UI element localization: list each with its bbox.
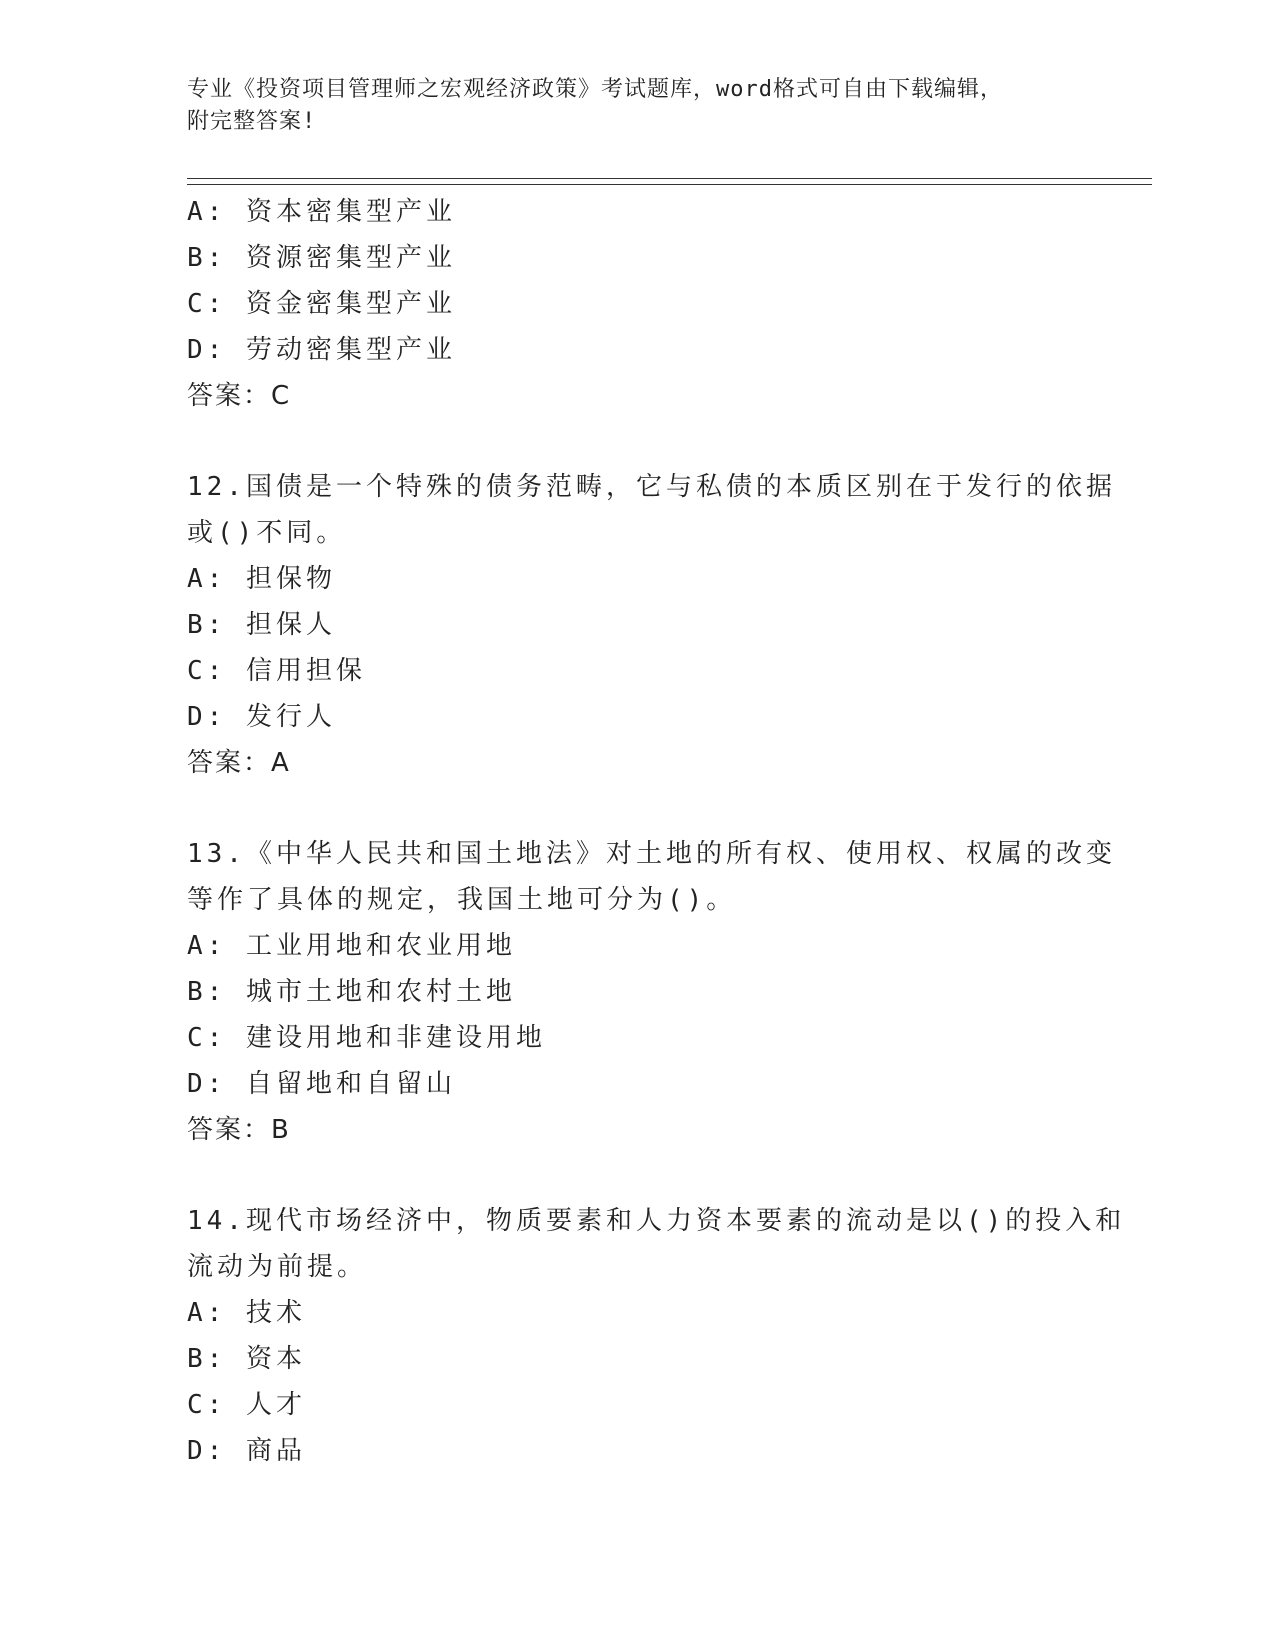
header-rule-top (187, 178, 1152, 179)
answer-label: 答案：B (187, 1115, 291, 1145)
answer-label: 答案：C (187, 381, 292, 411)
option-a: A: 担保物 (187, 564, 336, 594)
option-d: D: 劳动密集型产业 (187, 335, 456, 365)
header-rule-bottom (187, 184, 1152, 185)
option-d: D: 自留地和自留山 (187, 1069, 456, 1099)
option-a: A: 工业用地和农业用地 (187, 931, 516, 961)
question-text-line-2: 等作了具体的规定，我国土地可分为()。 (187, 885, 737, 915)
option-a: A: 资本密集型产业 (187, 197, 456, 227)
option-c: C: 建设用地和非建设用地 (187, 1023, 546, 1053)
option-d: D: 商品 (187, 1436, 306, 1466)
question-text-line-1: 14.现代市场经济中，物质要素和人力资本要素的流动是以()的投入和 (187, 1206, 1126, 1236)
option-b: B: 担保人 (187, 610, 336, 640)
option-c: C: 信用担保 (187, 656, 366, 686)
answer-label: 答案：A (187, 748, 291, 778)
option-c: C: 人才 (187, 1390, 306, 1420)
question-text-line-1: 12.国债是一个特殊的债务范畴，它与私债的本质区别在于发行的依据 (187, 472, 1116, 502)
document-header (187, 74, 1087, 138)
question-text-line-2: 流动为前提。 (187, 1252, 368, 1282)
option-b: B: 城市土地和农村土地 (187, 977, 516, 1007)
option-b: B: 资源密集型产业 (187, 243, 456, 273)
question-text-line-1: 13.《中华人民共和国土地法》对土地的所有权、使用权、权属的改变 (187, 839, 1116, 869)
question-text-line-2: 或()不同。 (187, 518, 347, 548)
option-d: D: 发行人 (187, 702, 336, 732)
question-13 (187, 831, 1116, 1153)
option-a: A: 技术 (187, 1298, 306, 1328)
header-line-2: 附完整答案! (187, 109, 317, 134)
question-spacer (187, 1153, 1087, 1198)
question-14 (187, 1198, 1126, 1474)
question-list (187, 189, 1126, 1474)
question-spacer (187, 786, 1087, 831)
option-c: C: 资金密集型产业 (187, 289, 456, 319)
header-line-1: 专业《投资项目管理师之宏观经济政策》考试题库，word格式可自由下载编辑， (187, 77, 1003, 102)
option-b: B: 资本 (187, 1344, 306, 1374)
question-spacer (187, 419, 1087, 464)
question-11 (187, 189, 1087, 419)
question-12 (187, 464, 1116, 786)
